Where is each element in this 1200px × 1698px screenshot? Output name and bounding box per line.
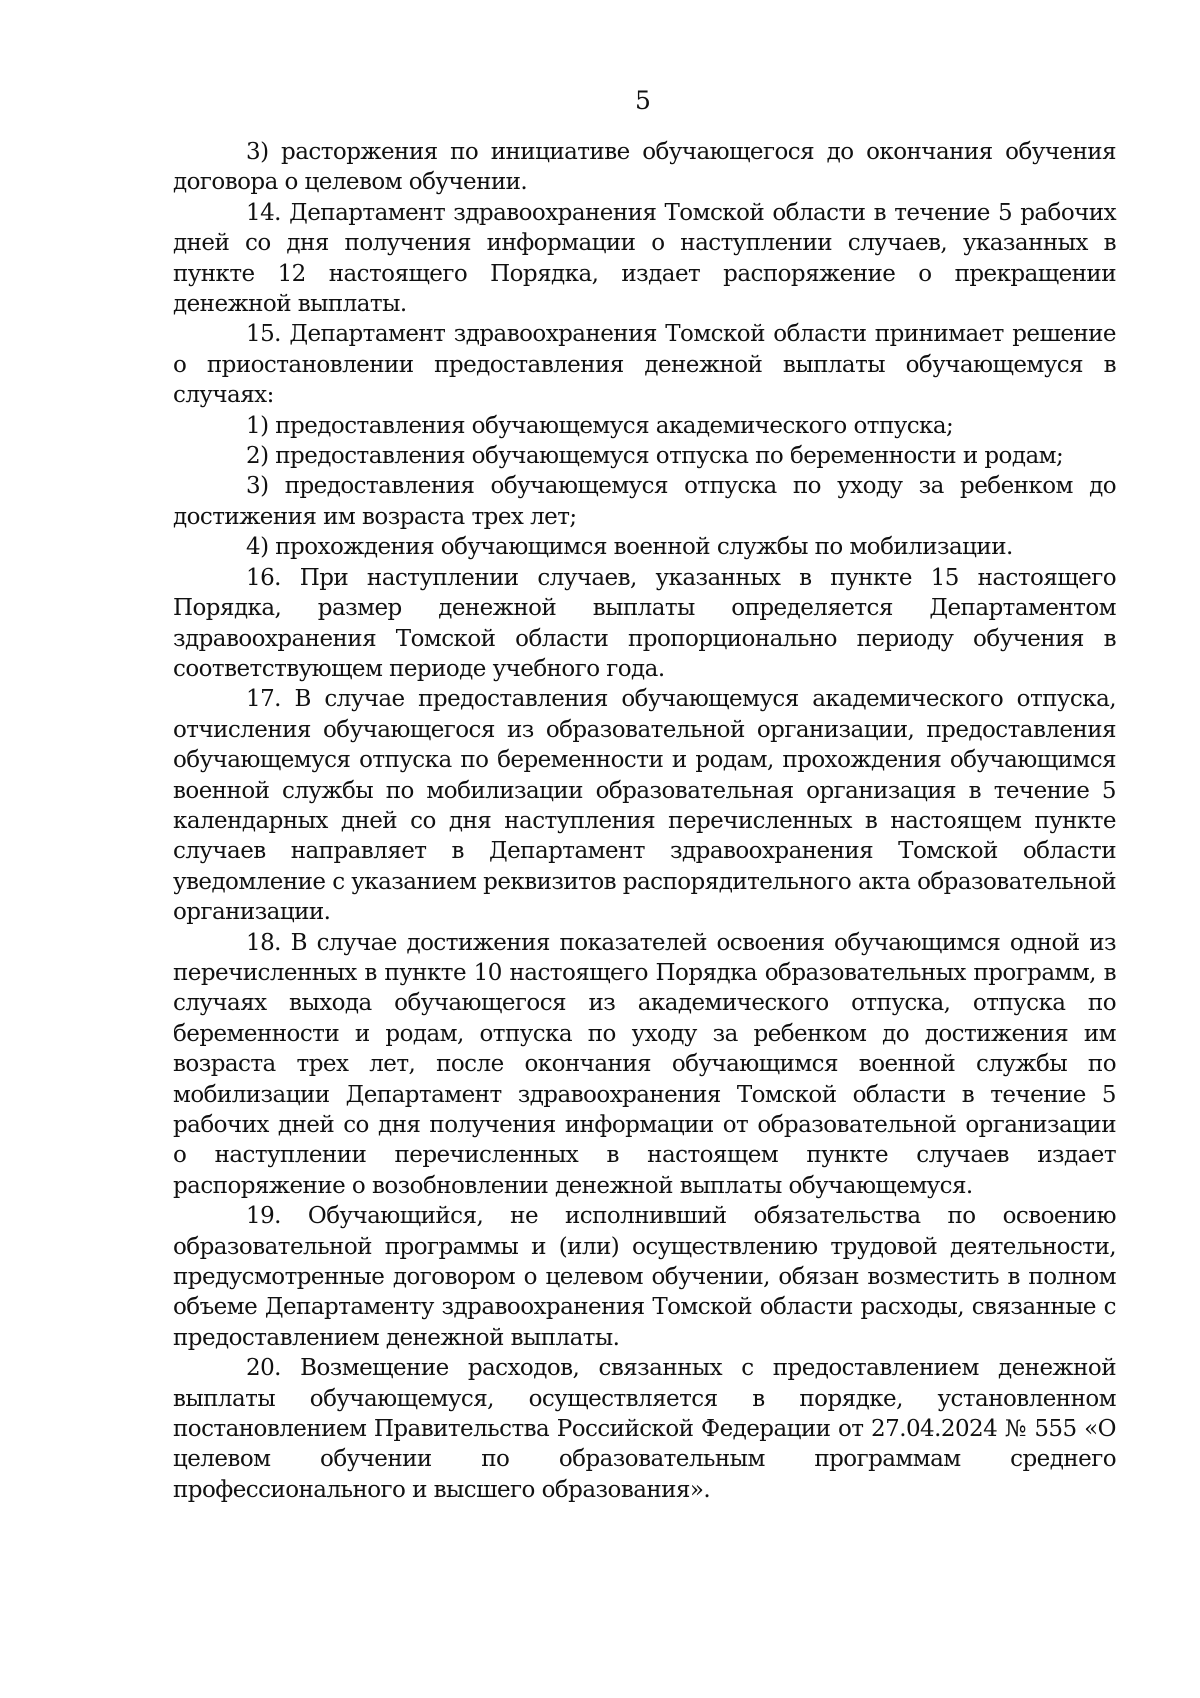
- paragraph-clause-3: 3) расторжения по инициативе обучающегося до окончания обучения договора о целевом обучении.: [173, 139, 1116, 196]
- paragraph-18: 18. В случае достижения показателей освоения обучающимся одной из перечисленных в пункте 10 настоящего Порядка образовательных программ, в случаях выхода обучающегося из академического отпуска, отпуска по беременности и родам, отпуска по уходу за ребенком до достижения им возраста трех лет, после окончания обучающимся военной службы по мобилизации Департамент здравоохранения Томской области в течение 5 рабочих дней со дня получения информации от образовательной организации о наступлении перечисленных в настоящем пункте случаев издает распоряжение о возобновлении денежной выплаты обучающемуся.: [173, 929, 1116, 1199]
- paragraph-15-item-1: 1) предоставления обучающемуся академического отпуска;: [246, 412, 954, 439]
- document-body: [173, 137, 1116, 1505]
- paragraph-20: 20. Возмещение расходов, связанных с предоставлением денежной выплаты обучающемуся, осуществляется в порядке, установленном постановлением Правительства Российской Федерации от 27.04.2024 № 555 «О целевом обучении по образовательным программам среднего профессионального и высшего образования».: [173, 1355, 1116, 1503]
- paragraph-19: 19. Обучающийся, не исполнивший обязательства по освоению образовательной программы и (или) осуществлению трудовой деятельности, предусмотренные договором о целевом обучении, обязан возместить в полном объеме Департаменту здравоохранения Томской области расходы, связанные с предоставлением денежной выплаты.: [173, 1203, 1116, 1351]
- page-number: 5: [635, 86, 651, 115]
- paragraph-15-item-2: 2) предоставления обучающемуся отпуска по беременности и родам;: [246, 443, 1064, 470]
- paragraph-15-item-4: 4) прохождения обучающимся военной службы по мобилизации.: [246, 534, 1013, 561]
- paragraph-14: 14. Департамент здравоохранения Томской области в течение 5 рабочих дней со дня получения информации о наступлении случаев, указанных в пункте 12 настоящего Порядка, издает распоряжение о прекращении денежной выплаты.: [173, 199, 1116, 318]
- paragraph-15: 15. Департамент здравоохранения Томской области принимает решение о приостановлении предоставления денежной выплаты обучающемуся в случаях:: [173, 321, 1116, 409]
- paragraph-15-item-3: 3) предоставления обучающемуся отпуска по уходу за ребенком до достижения им возраста трех лет;: [173, 473, 1116, 530]
- paragraph-16: 16. При наступлении случаев, указанных в пункте 15 настоящего Порядка, размер денежной выплаты определяется Департаментом здравоохранения Томской области пропорционально периоду обучения в соответствующем периоде учебного года.: [173, 564, 1116, 682]
- paragraph-17: 17. В случае предоставления обучающемуся академического отпуска, отчисления обучающегося из образовательной организации, предоставления обучающемуся отпуска по беременности и родам, прохождения обучающимся военной службы по мобилизации образовательная организация в течение 5 календарных дней со дня наступления перечисленных в настоящем пункте случаев направляет в Департамент здравоохранения Томской области уведомление с указанием реквизитов распорядительного акта образовательной организации.: [173, 686, 1116, 926]
